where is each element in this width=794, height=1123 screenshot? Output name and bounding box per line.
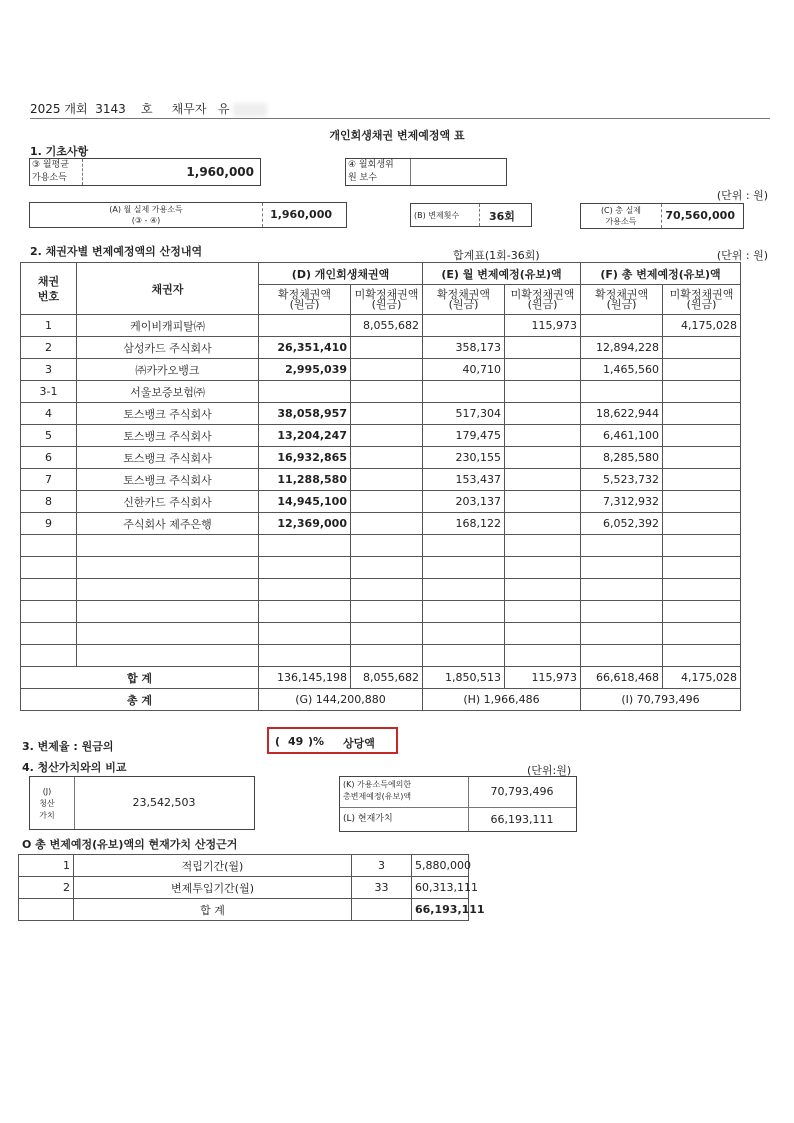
pv-row-value: 60,313,111 xyxy=(412,877,469,899)
empty-cell xyxy=(77,557,259,579)
pv-row-months: 3 xyxy=(352,855,412,877)
row-number: 8 xyxy=(21,491,77,513)
case-header xyxy=(30,100,267,117)
empty-cell xyxy=(351,645,423,667)
row-creditor: 서울보증보험㈜ xyxy=(77,381,259,403)
sum-f1: 66,618,468 xyxy=(581,667,663,689)
table-row xyxy=(21,425,741,447)
empty-cell xyxy=(351,535,423,557)
row-e2 xyxy=(505,469,581,491)
empty-cell xyxy=(259,579,351,601)
header-d-confirmed xyxy=(259,285,351,315)
empty-cell xyxy=(77,579,259,601)
table-row xyxy=(21,513,741,535)
total-g: (G) 144,200,880 xyxy=(259,689,423,711)
empty-cell xyxy=(21,645,77,667)
header-label: (원금) xyxy=(371,297,402,311)
empty-cell xyxy=(21,601,77,623)
empty-row xyxy=(21,557,741,579)
row-creditor: 토스뱅크 주식회사 xyxy=(77,447,259,469)
row-creditor: 삼성카드 주식회사 xyxy=(77,337,259,359)
empty-cell xyxy=(505,623,581,645)
section3-title: 3. 변제율 : 원금의 xyxy=(22,740,114,753)
liquidation-labels xyxy=(30,786,64,822)
row-f2 xyxy=(663,359,741,381)
table-row xyxy=(21,315,741,337)
total-income-label-1: (C) 총 실제 xyxy=(600,206,642,215)
row-e2 xyxy=(505,337,581,359)
row-f1: 1,465,560 xyxy=(581,359,663,381)
header-f-confirmed xyxy=(581,285,663,315)
row-d1 xyxy=(259,381,351,403)
header-creditor: 채권자 xyxy=(77,263,259,315)
k-label-1: (K) 가용소득에의한 xyxy=(343,780,412,789)
row-creditor: 주식회사 제주은행 xyxy=(77,513,259,535)
row-number: 3 xyxy=(21,359,77,381)
section1-title: 1. 기초사항 xyxy=(30,145,89,158)
rate-close: )% xyxy=(308,735,325,748)
row-d2 xyxy=(351,447,423,469)
comparison-box xyxy=(339,776,577,832)
row-d1: 26,351,410 xyxy=(259,337,351,359)
divider xyxy=(410,159,411,185)
debtor-name: 유 xyxy=(217,102,230,116)
header-e-confirmed xyxy=(423,285,505,315)
row-d2 xyxy=(351,359,423,381)
empty-row xyxy=(21,579,741,601)
empty-cell xyxy=(259,601,351,623)
row-e2 xyxy=(505,381,581,403)
row-d1: 2,995,039 xyxy=(259,359,351,381)
pv-row-months: 33 xyxy=(352,877,412,899)
empty-cell xyxy=(77,601,259,623)
sum-d1: 136,145,198 xyxy=(259,667,351,689)
row-number: 9 xyxy=(21,513,77,535)
monthly-average-value: 1,960,000 xyxy=(186,165,254,179)
empty-cell xyxy=(423,601,505,623)
present-value-rows xyxy=(19,855,478,899)
row-f2 xyxy=(663,425,741,447)
pv-row-label: 변제투입기간(월) xyxy=(74,877,352,899)
empty-row xyxy=(21,645,741,667)
empty-cell xyxy=(423,645,505,667)
total-income-label-2: 가용소득 xyxy=(605,217,637,226)
row-d2 xyxy=(351,403,423,425)
row-f2 xyxy=(663,337,741,359)
sum-d2: 8,055,682 xyxy=(351,667,423,689)
empty-cell xyxy=(581,579,663,601)
row-creditor: 신한카드 주식회사 xyxy=(77,491,259,513)
row-d2 xyxy=(351,469,423,491)
header-label: (원금) xyxy=(606,297,637,311)
header-label: 확정채권액 xyxy=(277,287,332,301)
row-e1: 358,173 xyxy=(423,337,505,359)
row-e1: 230,155 xyxy=(423,447,505,469)
sum-label: 합 계 xyxy=(21,667,259,689)
monthly-average-label-2: 가용소득 xyxy=(32,173,67,183)
empty-cell xyxy=(351,623,423,645)
liquidation-label-3: 가치 xyxy=(39,811,55,820)
header-label: (원금) xyxy=(686,297,717,311)
document-title: 개인회생채권 변제예정액 표 xyxy=(329,129,465,142)
empty-cell xyxy=(581,601,663,623)
row-e1: 168,122 xyxy=(423,513,505,535)
divider xyxy=(479,204,480,226)
empty-cell xyxy=(21,535,77,557)
table-row xyxy=(21,337,741,359)
actual-income-label-1: (A) 월 실제 가용소득 xyxy=(109,205,183,214)
row-creditor: 토스뱅크 주식회사 xyxy=(77,425,259,447)
empty-cell xyxy=(663,623,741,645)
row-f2 xyxy=(663,403,741,425)
row-e1: 203,137 xyxy=(423,491,505,513)
header-d: (D) 개인회생채권액 xyxy=(259,263,423,285)
empty-cell xyxy=(505,601,581,623)
empty-cell xyxy=(77,535,259,557)
row-d1: 12,369,000 xyxy=(259,513,351,535)
empty-cell xyxy=(505,579,581,601)
actual-income-value: 1,960,000 xyxy=(270,208,332,221)
pv-row xyxy=(19,877,469,899)
row-e2 xyxy=(505,403,581,425)
empty-cell xyxy=(77,623,259,645)
row-d1: 16,932,865 xyxy=(259,447,351,469)
empty-cell xyxy=(663,535,741,557)
empty-cell xyxy=(351,601,423,623)
k-label-2: 총변제예정(유보)액 xyxy=(343,792,412,801)
monthly-average-label-1: ③ 월평균 xyxy=(32,160,70,170)
empty-row xyxy=(21,623,741,645)
actual-income-label-2: (③ - ④) xyxy=(131,216,161,225)
row-creditor: 토스뱅크 주식회사 xyxy=(77,469,259,491)
divider xyxy=(82,159,83,185)
header-label: 미확정채권액 xyxy=(669,287,734,301)
case-ho: 호 xyxy=(141,102,153,116)
section5-title: O 총 변제예정(유보)액의 현재가치 산정근거 xyxy=(22,838,238,851)
row-e1 xyxy=(423,381,505,403)
header-label: (원금) xyxy=(527,297,558,311)
row-creditor: 케이비캐피탈㈜ xyxy=(77,315,259,337)
empty-cell xyxy=(423,623,505,645)
section4-title: 4. 청산가치와의 비교 xyxy=(22,761,127,774)
rate-highlight-box xyxy=(267,727,398,754)
redacted-name xyxy=(233,103,267,117)
l-value: 66,193,111 xyxy=(490,813,554,826)
empty-cell xyxy=(259,535,351,557)
row-f2 xyxy=(663,491,741,513)
row-f2 xyxy=(663,469,741,491)
row-creditor: ㈜카카오뱅크 xyxy=(77,359,259,381)
sum-e2: 115,973 xyxy=(505,667,581,689)
row-f1: 6,461,100 xyxy=(581,425,663,447)
row-d1: 11,288,580 xyxy=(259,469,351,491)
row-e1: 517,304 xyxy=(423,403,505,425)
row-e2 xyxy=(505,359,581,381)
row-d2 xyxy=(351,513,423,535)
row-e2: 115,973 xyxy=(505,315,581,337)
section1-unit: (단위 : 원) xyxy=(716,189,768,202)
header-f: (F) 총 변제예정(유보)액 xyxy=(581,263,741,285)
debtor-label: 채무자 xyxy=(171,102,207,116)
empty-cell xyxy=(77,645,259,667)
case-number: 3143 xyxy=(95,102,126,116)
l-label: (L) 현재가치 xyxy=(343,814,393,824)
row-f1 xyxy=(581,381,663,403)
row-e2 xyxy=(505,491,581,513)
row-e1: 153,437 xyxy=(423,469,505,491)
empty-cell xyxy=(581,535,663,557)
empty-cell xyxy=(423,535,505,557)
table-row xyxy=(21,469,741,491)
pv-sum-row xyxy=(19,899,469,921)
pv-sum-value: 66,193,111 xyxy=(412,899,469,921)
row-f1 xyxy=(581,315,663,337)
row-f2: 4,175,028 xyxy=(663,315,741,337)
header-label: (원금) xyxy=(448,297,479,311)
table-row xyxy=(21,491,741,513)
monthly-average-income-box xyxy=(29,158,261,186)
section2-unit: (단위 : 원) xyxy=(716,249,768,262)
header-f-unconfirmed xyxy=(663,285,741,315)
empty-cell xyxy=(505,645,581,667)
header-number-1: 채권 xyxy=(37,274,60,288)
pv-sum-label: 합 계 xyxy=(74,899,352,921)
sum-e1: 1,850,513 xyxy=(423,667,505,689)
divider xyxy=(340,807,576,808)
case-year: 2025 개회 xyxy=(30,102,88,116)
row-f1: 12,894,228 xyxy=(581,337,663,359)
empty-cell xyxy=(259,557,351,579)
empty-cell xyxy=(21,623,77,645)
row-number: 7 xyxy=(21,469,77,491)
rate-suffix: 상당액 xyxy=(343,737,375,750)
row-creditor: 토스뱅크 주식회사 xyxy=(77,403,259,425)
row-d1: 13,204,247 xyxy=(259,425,351,447)
empty-cell xyxy=(505,557,581,579)
payment-count-label: (B) 변제횟수 xyxy=(414,211,460,220)
row-f1: 18,622,944 xyxy=(581,403,663,425)
row-e1: 179,475 xyxy=(423,425,505,447)
section2-title: 2. 채권자별 변제예정액의 산정내역 xyxy=(30,245,203,258)
creditor-rows xyxy=(21,315,741,667)
sum-row xyxy=(21,667,741,689)
rate-open: ( xyxy=(275,735,281,748)
empty-cell xyxy=(581,623,663,645)
row-e2 xyxy=(505,513,581,535)
empty-cell xyxy=(21,557,77,579)
total-i: (I) 70,793,496 xyxy=(581,689,741,711)
payment-count-box xyxy=(410,203,532,227)
row-d2 xyxy=(351,337,423,359)
pv-row-label: 적립기간(월) xyxy=(74,855,352,877)
row-number: 3-1 xyxy=(21,381,77,403)
sum-f2: 4,175,028 xyxy=(663,667,741,689)
k-value: 70,793,496 xyxy=(490,785,554,798)
section4-unit: (단위:원) xyxy=(527,764,572,777)
liquidation-label-2: 청산 xyxy=(39,799,55,808)
total-income-box xyxy=(580,203,744,229)
table-header-row-1 xyxy=(21,263,741,285)
empty-cell xyxy=(663,601,741,623)
pv-sum-blank-2 xyxy=(352,899,412,921)
pv-row-value: 5,880,000 xyxy=(412,855,469,877)
row-d2 xyxy=(351,491,423,513)
empty-cell xyxy=(663,557,741,579)
table-row xyxy=(21,403,741,425)
empty-cell xyxy=(351,579,423,601)
empty-cell xyxy=(581,557,663,579)
empty-cell xyxy=(423,557,505,579)
row-d2 xyxy=(351,381,423,403)
trustee-fee-label-2: 원 보수 xyxy=(348,173,377,183)
row-d1: 14,945,100 xyxy=(259,491,351,513)
payment-count-value: 36회 xyxy=(489,210,515,223)
row-number: 2 xyxy=(21,337,77,359)
header-label: 미확정채권액 xyxy=(510,287,575,301)
actual-income-box xyxy=(29,202,347,228)
header-number-2: 번호 xyxy=(37,289,60,303)
header-e-unconfirmed xyxy=(505,285,581,315)
divider xyxy=(661,204,662,228)
pv-row-number: 1 xyxy=(19,855,74,877)
empty-cell xyxy=(663,645,741,667)
row-f2 xyxy=(663,381,741,403)
row-d2: 8,055,682 xyxy=(351,315,423,337)
row-number: 1 xyxy=(21,315,77,337)
empty-cell xyxy=(505,535,581,557)
table-row xyxy=(21,447,741,469)
present-value-table xyxy=(18,854,485,921)
pv-row xyxy=(19,855,469,877)
header-label: 미확정채권액 xyxy=(354,287,419,301)
empty-cell xyxy=(581,645,663,667)
header-label: 확정채권액 xyxy=(594,287,649,301)
row-d2 xyxy=(351,425,423,447)
row-e2 xyxy=(505,447,581,469)
empty-cell xyxy=(423,579,505,601)
summary-note: 합계표(1회-36회) xyxy=(453,249,540,262)
row-f1: 8,285,580 xyxy=(581,447,663,469)
table-row xyxy=(21,359,741,381)
row-f2 xyxy=(663,447,741,469)
empty-cell xyxy=(21,579,77,601)
row-d1 xyxy=(259,315,351,337)
total-h: (H) 1,966,486 xyxy=(423,689,581,711)
liquidation-value: 23,542,503 xyxy=(132,796,196,809)
row-e2 xyxy=(505,425,581,447)
pv-sum-blank xyxy=(19,899,74,921)
total-label: 총 계 xyxy=(21,689,259,711)
row-f2 xyxy=(663,513,741,535)
header-e: (E) 월 변제예정(유보)액 xyxy=(423,263,581,285)
header-rule xyxy=(30,118,770,119)
table-row xyxy=(21,381,741,403)
empty-cell xyxy=(351,557,423,579)
row-e1 xyxy=(423,315,505,337)
divider xyxy=(262,203,263,227)
header-label: 확정채권액 xyxy=(436,287,491,301)
rate-value: 49 xyxy=(288,735,304,748)
row-f1: 6,052,392 xyxy=(581,513,663,535)
header-d-unconfirmed xyxy=(351,285,423,315)
header-number xyxy=(21,263,77,315)
row-d1: 38,058,957 xyxy=(259,403,351,425)
empty-row xyxy=(21,601,741,623)
total-income-value: 70,560,000 xyxy=(665,209,735,222)
empty-cell xyxy=(259,645,351,667)
creditor-table xyxy=(20,262,741,711)
liquidation-value-box xyxy=(29,776,255,830)
trustee-fee-box xyxy=(345,158,507,186)
header-label: (원금) xyxy=(289,297,320,311)
empty-cell xyxy=(663,579,741,601)
row-number: 4 xyxy=(21,403,77,425)
row-number: 6 xyxy=(21,447,77,469)
trustee-fee-label-1: ④ 월회생위 xyxy=(348,160,394,170)
total-row xyxy=(21,689,741,711)
row-f1: 7,312,932 xyxy=(581,491,663,513)
liquidation-label-1: (J) xyxy=(42,787,52,796)
empty-row xyxy=(21,535,741,557)
row-number: 5 xyxy=(21,425,77,447)
row-e1: 40,710 xyxy=(423,359,505,381)
pv-row-number: 2 xyxy=(19,877,74,899)
row-f1: 5,523,732 xyxy=(581,469,663,491)
empty-cell xyxy=(259,623,351,645)
